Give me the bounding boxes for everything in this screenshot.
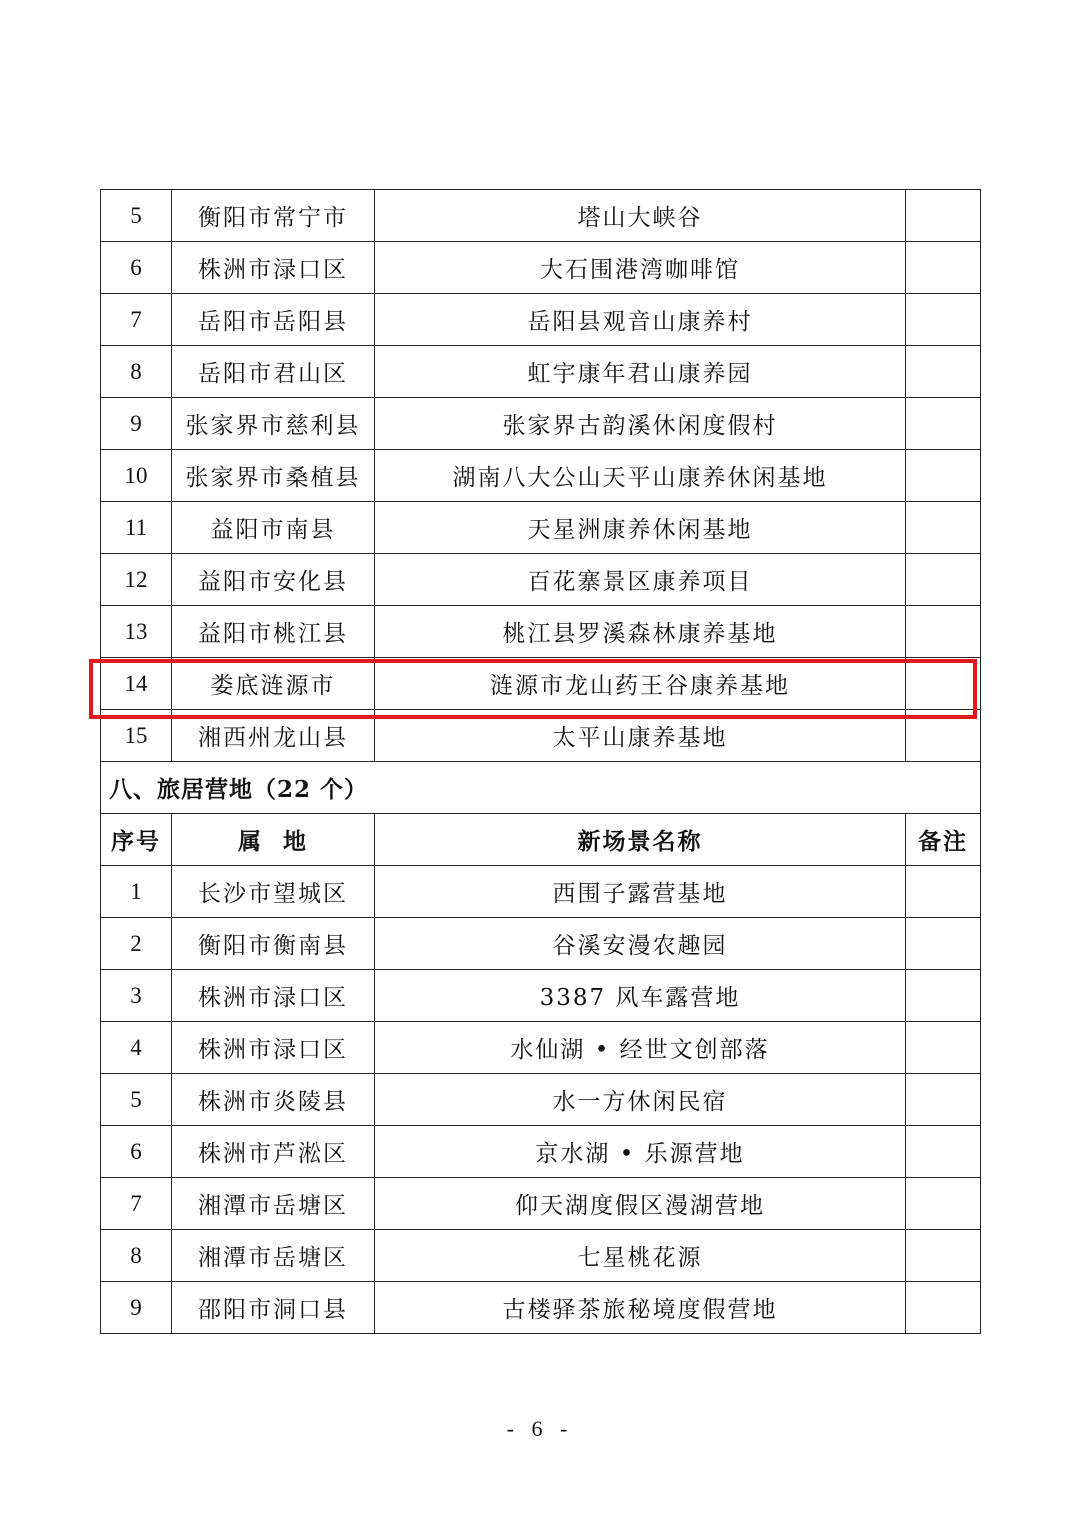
cell-name: 百花寨景区康养项目 [375, 554, 906, 606]
cell-no: 6 [101, 1126, 172, 1178]
cell-name: 西围子露营基地 [375, 866, 906, 918]
cell-name: 谷溪安漫农趣园 [375, 918, 906, 970]
cell-place: 张家界市慈利县 [172, 398, 375, 450]
cell-place: 衡阳市衡南县 [172, 918, 375, 970]
cell-no: 4 [101, 1022, 172, 1074]
cell-place: 株洲市渌口区 [172, 242, 375, 294]
cell-no: 13 [101, 606, 172, 658]
table-row [101, 242, 981, 294]
cell-note [906, 1074, 981, 1126]
table-row [101, 866, 981, 918]
cell-no: 2 [101, 918, 172, 970]
cell-name: 水一方休闲民宿 [375, 1074, 906, 1126]
cell-place: 岳阳市岳阳县 [172, 294, 375, 346]
cell-no: 15 [101, 710, 172, 762]
cell-note [906, 190, 981, 242]
cell-name: 仰天湖度假区漫湖营地 [375, 1178, 906, 1230]
cell-note [906, 970, 981, 1022]
cell-no: 9 [101, 1282, 172, 1334]
cell-note [906, 710, 981, 762]
table-row [101, 398, 981, 450]
cell-no: 14 [101, 658, 172, 710]
section-title: 八、旅居营地（22 个） [101, 762, 981, 814]
cell-place: 益阳市桃江县 [172, 606, 375, 658]
column-header-place: 属 地 [172, 814, 375, 866]
cell-place: 湘潭市岳塘区 [172, 1230, 375, 1282]
cell-name: 古楼驿茶旅秘境度假营地 [375, 1282, 906, 1334]
cell-place: 益阳市安化县 [172, 554, 375, 606]
cell-no: 10 [101, 450, 172, 502]
table-row [101, 554, 981, 606]
table-row [101, 1126, 981, 1178]
cell-note [906, 1282, 981, 1334]
cell-note [906, 658, 981, 710]
cell-no: 8 [101, 346, 172, 398]
cell-name: 太平山康养基地 [375, 710, 906, 762]
cell-name: 七星桃花源 [375, 1230, 906, 1282]
table-row [101, 658, 981, 710]
cell-name: 京水湖 • 乐源营地 [375, 1126, 906, 1178]
table-row [101, 970, 981, 1022]
table-row [101, 1230, 981, 1282]
table-row [101, 1178, 981, 1230]
table-row [101, 294, 981, 346]
cell-place: 邵阳市洞口县 [172, 1282, 375, 1334]
cell-no: 9 [101, 398, 172, 450]
cell-no: 11 [101, 502, 172, 554]
cell-no: 7 [101, 294, 172, 346]
cell-place: 娄底涟源市 [172, 658, 375, 710]
cell-name: 大石围港湾咖啡馆 [375, 242, 906, 294]
cell-place: 岳阳市君山区 [172, 346, 375, 398]
cell-place: 株洲市炎陵县 [172, 1074, 375, 1126]
cell-place: 株洲市渌口区 [172, 970, 375, 1022]
cell-place: 益阳市南县 [172, 502, 375, 554]
cell-name: 水仙湖 • 经世文创部落 [375, 1022, 906, 1074]
cell-no: 5 [101, 1074, 172, 1126]
cell-note [906, 502, 981, 554]
cell-no: 3 [101, 970, 172, 1022]
table-row [101, 1074, 981, 1126]
cell-place: 张家界市桑植县 [172, 450, 375, 502]
cell-note [906, 346, 981, 398]
cell-place: 长沙市望城区 [172, 866, 375, 918]
cell-name: 天星洲康养休闲基地 [375, 502, 906, 554]
table-row [101, 190, 981, 242]
cell-place: 株洲市芦淞区 [172, 1126, 375, 1178]
cell-name: 虹宇康年君山康养园 [375, 346, 906, 398]
cell-no: 8 [101, 1230, 172, 1282]
cell-note [906, 1230, 981, 1282]
cell-note [906, 918, 981, 970]
cell-note [906, 450, 981, 502]
cell-no: 5 [101, 190, 172, 242]
cell-note [906, 1022, 981, 1074]
table-body-top [101, 190, 981, 762]
cell-place: 湘西州龙山县 [172, 710, 375, 762]
table-body-bottom [101, 866, 981, 1334]
cell-name: 桃江县罗溪森林康养基地 [375, 606, 906, 658]
cell-place: 株洲市渌口区 [172, 1022, 375, 1074]
table-row [101, 450, 981, 502]
cell-place: 衡阳市常宁市 [172, 190, 375, 242]
table-row [101, 1282, 981, 1334]
table-row [101, 1022, 981, 1074]
table-row [101, 346, 981, 398]
cell-note [906, 866, 981, 918]
cell-note [906, 294, 981, 346]
cell-place: 湘潭市岳塘区 [172, 1178, 375, 1230]
cell-name: 张家界古韵溪休闲度假村 [375, 398, 906, 450]
cell-no: 6 [101, 242, 172, 294]
cell-name: 3387 风车露营地 [375, 970, 906, 1022]
table-row [101, 918, 981, 970]
cell-no: 12 [101, 554, 172, 606]
section-title-row [101, 762, 981, 814]
cell-note [906, 1178, 981, 1230]
cell-note [906, 398, 981, 450]
cell-no: 1 [101, 866, 172, 918]
column-header-row [101, 814, 981, 866]
scene-list-table [100, 189, 981, 1334]
cell-note [906, 554, 981, 606]
cell-name: 塔山大峡谷 [375, 190, 906, 242]
column-header-no: 序号 [101, 814, 172, 866]
column-header-name: 新场景名称 [375, 814, 906, 866]
table-row [101, 710, 981, 762]
cell-name: 涟源市龙山药王谷康养基地 [375, 658, 906, 710]
cell-note [906, 1126, 981, 1178]
cell-name: 湖南八大公山天平山康养休闲基地 [375, 450, 906, 502]
page-number: - 6 - [506, 1416, 574, 1441]
table-row [101, 502, 981, 554]
cell-name: 岳阳县观音山康养村 [375, 294, 906, 346]
cell-no: 7 [101, 1178, 172, 1230]
section-header-group [101, 762, 981, 866]
cell-note [906, 242, 981, 294]
column-header-note: 备注 [906, 814, 981, 866]
cell-note [906, 606, 981, 658]
table-row [101, 606, 981, 658]
